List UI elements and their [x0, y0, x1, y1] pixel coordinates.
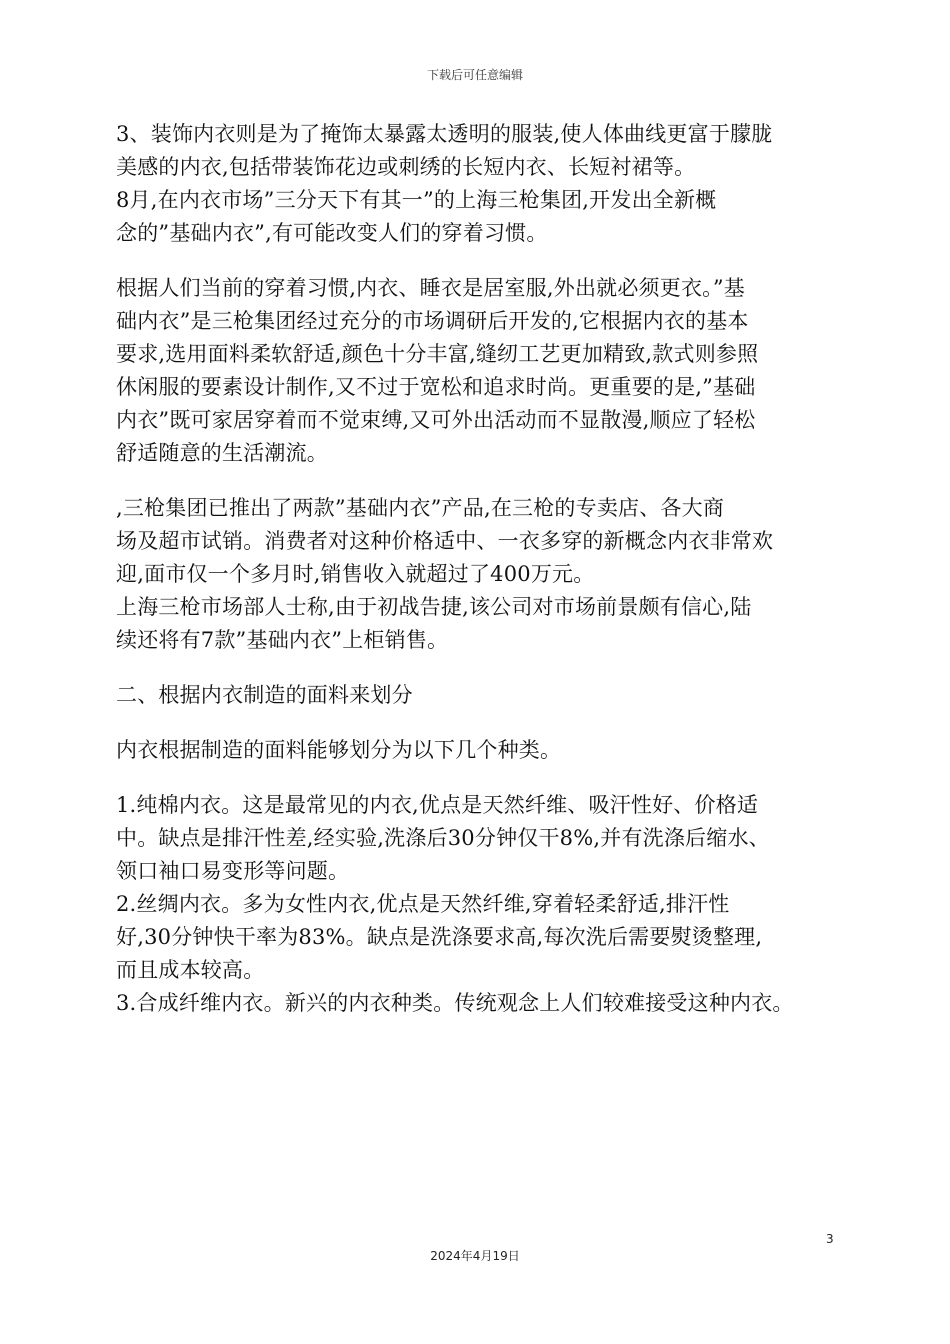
text-line: 3.合成纤维内衣。新兴的内衣种类。传统观念上人们较难接受这种内衣。	[116, 991, 794, 1015]
text-line: 要求,选用面料柔软舒适,颜色十分丰富,缝纫工艺更加精致,款式则参照	[116, 342, 759, 366]
text-line: 上海三枪市场部人士称,由于初战告捷,该公司对市场前景颇有信心,陆	[116, 595, 752, 619]
document-body	[116, 118, 844, 1020]
page-header: 下载后可任意编辑	[426, 68, 523, 82]
text-line: 领口袖口易变形等问题。	[116, 859, 350, 883]
text-line: 中。缺点是排汗性差,经实验,洗涤后30分钟仅干8%,并有洗涤后缩水、	[116, 826, 770, 850]
text-line: 1.纯棉内衣。这是最常见的内衣,优点是天然纤维、吸汗性好、价格适	[116, 793, 759, 817]
text-line: 舒适随意的生活潮流。	[116, 441, 328, 465]
text-line: 好,30分钟快干率为83%。缺点是洗涤要求高,每次洗后需要熨烫整理,	[116, 925, 763, 949]
text-line: 休闲服的要素设计制作,又不过于宽松和追求时尚。更重要的是,”基础	[116, 375, 756, 399]
text-line: 根据人们当前的穿着习惯,内衣、睡衣是居室服,外出就必须更衣。”基	[116, 276, 745, 300]
text-line: ,三枪集团已推出了两款”基础内衣”产品,在三枪的专卖店、各大商	[116, 496, 725, 520]
text-line: 础内衣”是三枪集团经过充分的市场调研后开发的,它根据内衣的基本	[116, 309, 749, 333]
text-line: 场及超市试销。消费者对这种价格适中、一衣多穿的新概念内衣非常欢	[116, 529, 774, 553]
text-line: 而且成本较高。	[116, 958, 265, 982]
footer-date: 2024年4月19日	[430, 1249, 520, 1263]
text-line: 2.丝绸内衣。多为女性内衣,优点是天然纤维,穿着轻柔舒适,排汗性	[116, 892, 730, 916]
text-line: 8月,在内衣市场”三分天下有其一”的上海三枪集团,开发出全新概	[116, 188, 717, 212]
text-line: 3、装饰内衣则是为了掩饰太暴露太透明的服装,使人体曲线更富于朦胧	[116, 122, 773, 146]
text-line: 美感的内衣,包括带装饰花边或刺绣的长短内衣、长短衬裙等。	[116, 155, 696, 179]
text-line: 续还将有7款”基础内衣”上柜销售。	[116, 628, 449, 652]
text-line: 念的”基础内衣”,有可能改变人们的穿着习惯。	[116, 221, 548, 245]
page-number: 3	[826, 1232, 834, 1246]
text-line: 内衣根据制造的面料能够划分为以下几个种类。	[116, 738, 562, 762]
text-line: 迎,面市仅一个多月时,销售收入就超过了400万元。	[116, 562, 595, 586]
section-heading: 二、根据内衣制造的面料来划分	[116, 683, 413, 707]
text-line: 内衣”既可家居穿着而不觉束缚,又可外出活动而不显散漫,顺应了轻松	[116, 408, 756, 432]
